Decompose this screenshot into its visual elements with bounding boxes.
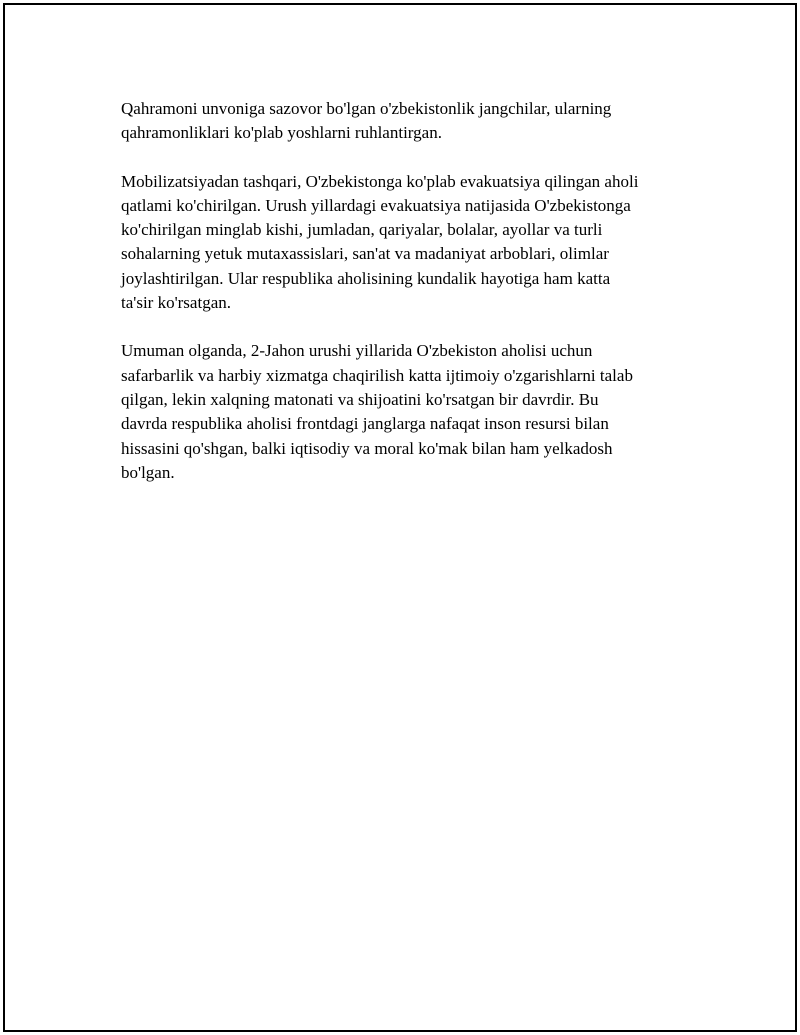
paragraph-1 [121,97,691,146]
paragraph-line: davrda respublika aholisi frontdagi janglarga nafaqat inson resursi bilan [121,414,609,434]
paragraph-line: Mobilizatsiyadan tashqari, O'zbekistonga ko'plab evakuatsiya qilingan aholi [121,171,639,191]
paragraph-line: qahramonliklari ko'plab yoshlarni ruhlantirgan. [121,123,442,143]
paragraph-line: Umuman olganda, 2-Jahon urushi yillarida O'zbekiston aholisi uchun [121,341,593,361]
paragraph-2 [121,170,691,316]
paragraph-line: ta'sir ko'rsatgan. [121,293,231,313]
paragraph-line: sohalarning yetuk mutaxassislari, san'at va madaniyat arboblari, olimlar [121,244,609,264]
paragraph-line: hissasini qo'shgan, balki iqtisodiy va moral ko'mak bilan ham yelkadosh [121,438,613,458]
paragraph-line: Qahramoni unvoniga sazovor bo'lgan o'zbekistonlik jangchilar, ularning [121,99,612,118]
paragraph-line: joylashtirilgan. Ular respublika aholisining kundalik hayotiga ham katta [121,268,611,288]
document-page [3,3,797,1032]
paragraph-line: bo'lgan. [121,462,175,482]
paragraph-line: qatlami ko'chirilgan. Urush yillardagi evakuatsiya natijasida O'zbekistonga [121,195,631,215]
paragraph-line: safarbarlik va harbiy xizmatga chaqirilish katta ijtimoiy o'zgarishlarni talab [121,365,633,385]
paragraph-line: ko'chirilgan minglab kishi, jumladan, qariyalar, bolalar, ayollar va turli [121,220,603,240]
paragraph-3 [121,339,691,485]
paragraph-line: qilgan, lekin xalqning matonati va shijoatini ko'rsatgan bir davrdir. Bu [121,389,599,409]
document-body [121,97,691,509]
